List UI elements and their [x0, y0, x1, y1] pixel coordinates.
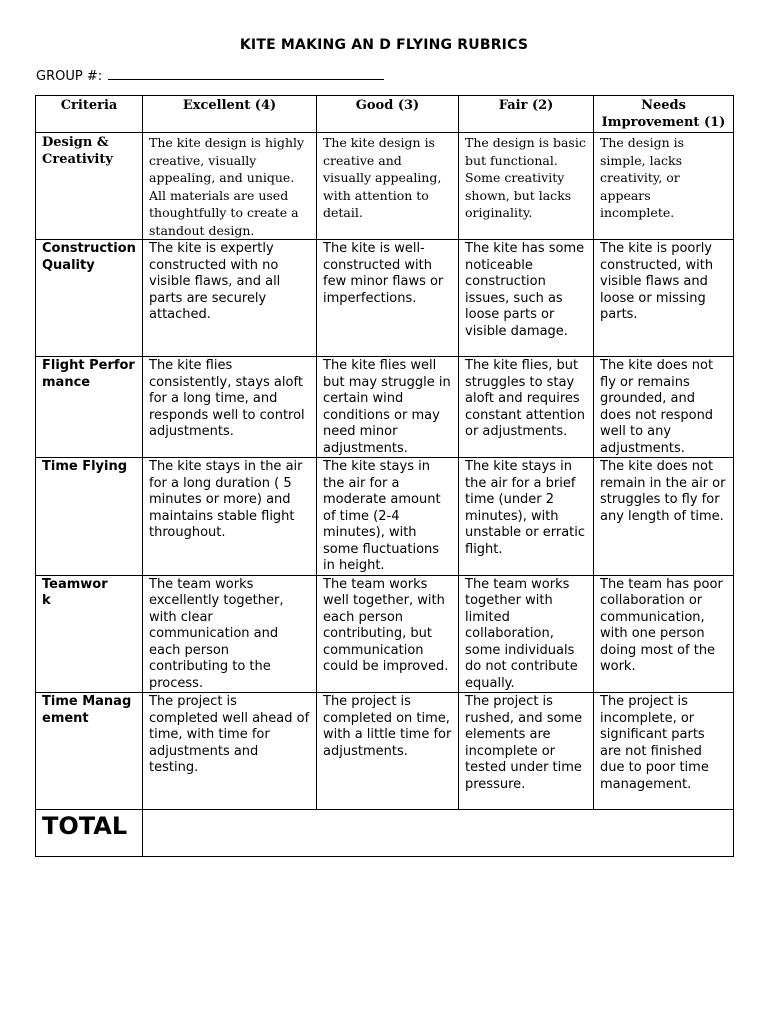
criteria-cell: Design & Creativity — [36, 133, 143, 240]
criteria-cell: Flight Performance — [36, 357, 143, 458]
header-good: Good (3) — [317, 96, 459, 133]
total-row — [36, 810, 734, 857]
criteria-cell: Teamwork — [36, 575, 143, 693]
fair-cell: The team works together with limited collaboration, some individuals do not contribute equally. — [459, 575, 594, 693]
needs-improvement-cell: The project is incomplete, or significant parts are not finished due to poor time management. — [594, 693, 734, 810]
header-needs-improvement: Needs Improvement (1) — [594, 96, 734, 133]
total-label: TOTAL — [36, 810, 143, 857]
table-row — [36, 575, 734, 693]
good-cell: The project is completed on time, with a little time for adjustments. — [317, 693, 459, 810]
excellent-cell: The kite flies consistently, stays aloft for a long time, and responds well to control adjustments. — [143, 357, 317, 458]
fair-cell: The kite has some noticeable construction issues, such as loose parts or visible damage. — [459, 240, 594, 357]
good-cell: The kite is well-constructed with few minor flaws or imperfections. — [317, 240, 459, 357]
table-row — [36, 240, 734, 357]
needs-improvement-cell: The design is simple, lacks creativity, or appears incomplete. — [594, 133, 734, 240]
fair-cell: The design is basic but functional. Some creativity shown, but lacks originality. — [459, 133, 594, 240]
good-cell: The kite flies well but may struggle in certain wind conditions or may need minor adjustments. — [317, 357, 459, 458]
good-cell: The kite design is creative and visually appealing, with attention to detail. — [317, 133, 459, 240]
header-criteria: Criteria — [36, 96, 143, 133]
fair-cell: The kite flies, but struggles to stay aloft and requires constant attention or adjustments. — [459, 357, 594, 458]
needs-improvement-cell: The kite does not remain in the air or struggles to fly for any length of time. — [594, 458, 734, 576]
criteria-cell: Time Management — [36, 693, 143, 810]
total-score-cell[interactable] — [143, 810, 734, 857]
header-fair: Fair (2) — [459, 96, 594, 133]
group-number-blank-line[interactable] — [108, 67, 384, 80]
group-number-field — [36, 67, 384, 84]
header-excellent: Excellent (4) — [143, 96, 317, 133]
fair-cell: The project is rushed, and some elements are incomplete or tested under time pressure. — [459, 693, 594, 810]
table-row — [36, 357, 734, 458]
excellent-cell: The kite is expertly constructed with no visible flaws, and all parts are securely attached. — [143, 240, 317, 357]
document-title: KITE MAKING AN D FLYING RUBRICS — [239, 37, 529, 53]
excellent-cell: The project is completed well ahead of time, with time for adjustments and testing. — [143, 693, 317, 810]
table-row — [36, 133, 734, 240]
criteria-cell: Construction Quality — [36, 240, 143, 357]
table-row — [36, 693, 734, 810]
fair-cell: The kite stays in the air for a brief time (under 2 minutes), with unstable or erratic flight. — [459, 458, 594, 576]
good-cell: The kite stays in the air for a moderate amount of time (2-4 minutes), with some fluctuations in height. — [317, 458, 459, 576]
excellent-cell: The kite stays in the air for a long duration ( 5 minutes or more) and maintains stable flight throughout. — [143, 458, 317, 576]
table-row — [36, 458, 734, 576]
excellent-cell: The kite design is highly creative, visually appealing, and unique. All materials are used thoughtfully to create a standout design. — [143, 133, 317, 240]
excellent-cell: The team works excellently together, with clear communication and each person contributing to the process. — [143, 575, 317, 693]
needs-improvement-cell: The kite does not fly or remains grounded, and does not respond well to any adjustments. — [594, 357, 734, 458]
good-cell: The team works well together, with each person contributing, but communication could be improved. — [317, 575, 459, 693]
rubric-table — [35, 95, 734, 857]
needs-improvement-cell: The team has poor collaboration or communication, with one person doing most of the work. — [594, 575, 734, 693]
group-number-label: GROUP #: — [36, 69, 103, 84]
header-row — [36, 96, 734, 133]
criteria-cell: Time Flying — [36, 458, 143, 576]
needs-improvement-cell: The kite is poorly constructed, with visible flaws and loose or missing parts. — [594, 240, 734, 357]
